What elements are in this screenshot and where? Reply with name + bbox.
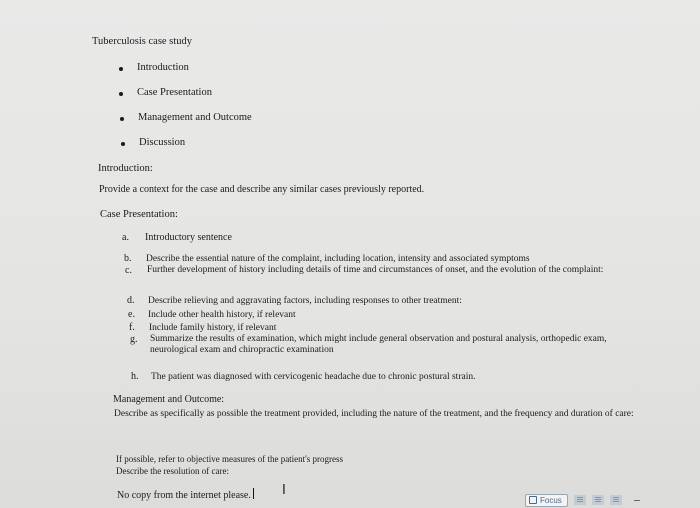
web-layout-icon[interactable] bbox=[592, 495, 604, 505]
list-marker: h. bbox=[131, 371, 139, 382]
case-heading: Case Presentation: bbox=[100, 209, 178, 220]
outline-item-management: Management and Outcome bbox=[138, 112, 252, 123]
case-item-e: Include other health history, if relevant bbox=[148, 310, 296, 320]
closing-line-wrap[interactable] bbox=[117, 488, 254, 502]
outline-item-case-presentation: Case Presentation bbox=[137, 87, 212, 98]
case-item-f: Include family history, if relevant bbox=[149, 323, 277, 333]
list-marker: c. bbox=[125, 265, 132, 276]
management-heading: Management and Outcome: bbox=[113, 394, 225, 405]
intro-text: Provide a context for the case and describe any similar cases previously reported. bbox=[99, 184, 425, 195]
case-item-c: Further development of history including details of time and circumstances of onset, and the evolution of the complaint: bbox=[147, 265, 604, 275]
case-item-a: Introductory sentence bbox=[145, 232, 232, 243]
closing-line: No copy from the internet please. bbox=[117, 490, 251, 501]
status-bar bbox=[519, 492, 700, 508]
progress-line-1: If possible, refer to objective measures of the patient's progress bbox=[116, 454, 344, 464]
bullet-dot bbox=[119, 67, 123, 71]
zoom-out-icon[interactable] bbox=[634, 500, 640, 501]
read-mode-icon[interactable] bbox=[610, 495, 622, 505]
list-marker: d. bbox=[127, 295, 135, 306]
bullet-dot bbox=[119, 92, 123, 96]
case-item-d: Describe relieving and aggravating factors, including responses to other treatment: bbox=[148, 296, 462, 306]
ibeam-cursor-icon: I bbox=[282, 483, 286, 498]
intro-heading: Introduction: bbox=[98, 163, 153, 174]
list-marker: f. bbox=[129, 322, 135, 333]
case-item-g: Summarize the results of examination, which might include general observation and postural analysis, orthopedic exam, neurological exam and chiropractic examination bbox=[150, 334, 607, 355]
focus-label: Focus bbox=[540, 495, 562, 505]
list-marker: g. bbox=[130, 334, 138, 345]
progress-line-2: Describe the resolution of care: bbox=[116, 466, 229, 476]
outline-item-introduction: Introduction bbox=[137, 62, 189, 73]
focus-icon bbox=[529, 496, 537, 504]
outline-item-discussion: Discussion bbox=[139, 137, 186, 148]
management-text: Describe as specifically as possible the treatment provided, including the nature of the treatment, and the frequency and duration of care: bbox=[114, 409, 634, 419]
list-marker: a. bbox=[122, 232, 129, 243]
print-layout-icon[interactable] bbox=[574, 495, 586, 505]
focus-button[interactable] bbox=[525, 494, 568, 507]
text-caret bbox=[253, 488, 254, 499]
bullet-dot bbox=[120, 117, 124, 121]
list-marker: e. bbox=[128, 309, 135, 320]
case-item-h: The patient was diagnosed with cervicogenic headache due to chronic postural strain. bbox=[151, 372, 476, 382]
document-title: Tuberculosis case study bbox=[92, 36, 192, 47]
case-item-b: Describe the essential nature of the complaint, including location, intensity and associated symptoms bbox=[146, 254, 530, 264]
list-marker: b. bbox=[124, 253, 132, 264]
bullet-dot bbox=[121, 142, 125, 146]
